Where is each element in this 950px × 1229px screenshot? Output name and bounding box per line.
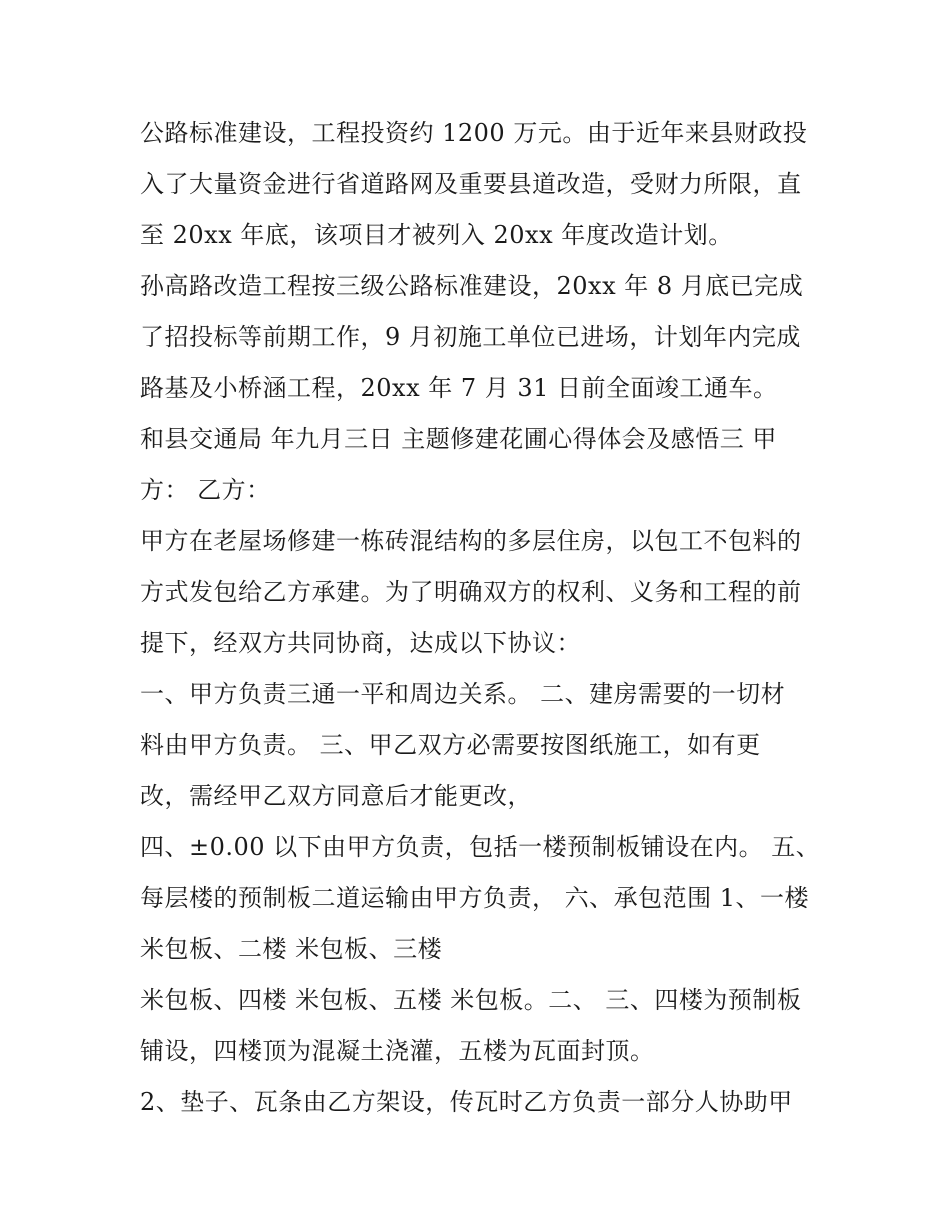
text-line: 一、甲方负责三通一平和周边关系。 二、建房需要的一切材 xyxy=(140,680,786,708)
text-line: 提下，经双方共同协商，达成以下协议： xyxy=(140,629,581,657)
text-line: 入了大量资金进行省道路网及重要县道改造，受财力所限，直 xyxy=(140,170,802,198)
text-line: 米包板、二楼 米包板、三楼 xyxy=(140,935,443,963)
document-body xyxy=(140,108,820,1128)
text-line: 米包板、四楼 米包板、五楼 米包板。二、 三、四楼为预制板 xyxy=(140,986,802,1014)
text-line: 公路标准建设，工程投资约 1200 万元。由于近年来县财政投 xyxy=(140,119,808,147)
text-line: 路基及小桥涵工程，20xx 年 7 月 31 日前全面竣工通车。 xyxy=(140,374,778,402)
text-line: 改，需经甲乙双方同意后才能更改， xyxy=(140,782,532,810)
text-line: 2、垫子、瓦条由乙方架设，传瓦时乙方负责一部分人协助甲 xyxy=(140,1088,793,1116)
text-line: 甲方在老屋场修建一栋砖混结构的多层住房，以包工不包料的 xyxy=(140,527,802,555)
text-line: 四、±0.00 以下由甲方负责，包括一楼预制板铺设在内。 五、 xyxy=(140,833,821,861)
text-line: 每层楼的预制板二道运输由甲方负责， 六、承包范围 1、一楼 xyxy=(140,884,810,912)
text-line: 料由甲方负责。 三、甲乙双方必需要按图纸施工，如有更 xyxy=(140,731,761,759)
text-line: 方式发包给乙方承建。为了明确双方的权利、义务和工程的前 xyxy=(140,578,802,606)
text-line: 孙高路改造工程按三级公路标准建设，20xx 年 8 月底已完成 xyxy=(140,272,804,300)
text-line: 铺设，四楼顶为混凝土浇灌，五楼为瓦面封顶。 xyxy=(140,1037,655,1065)
text-line: 方： 乙方： xyxy=(140,476,271,504)
text-line: 至 20xx 年底，该项目才被列入 20xx 年度改造计划。 xyxy=(140,221,733,249)
text-line: 和县交通局 年九月三日 主题修建花圃心得体会及感悟三 甲 xyxy=(140,425,777,453)
text-line: 了招投标等前期工作，9 月初施工单位已进场，计划年内完成 xyxy=(140,323,801,351)
